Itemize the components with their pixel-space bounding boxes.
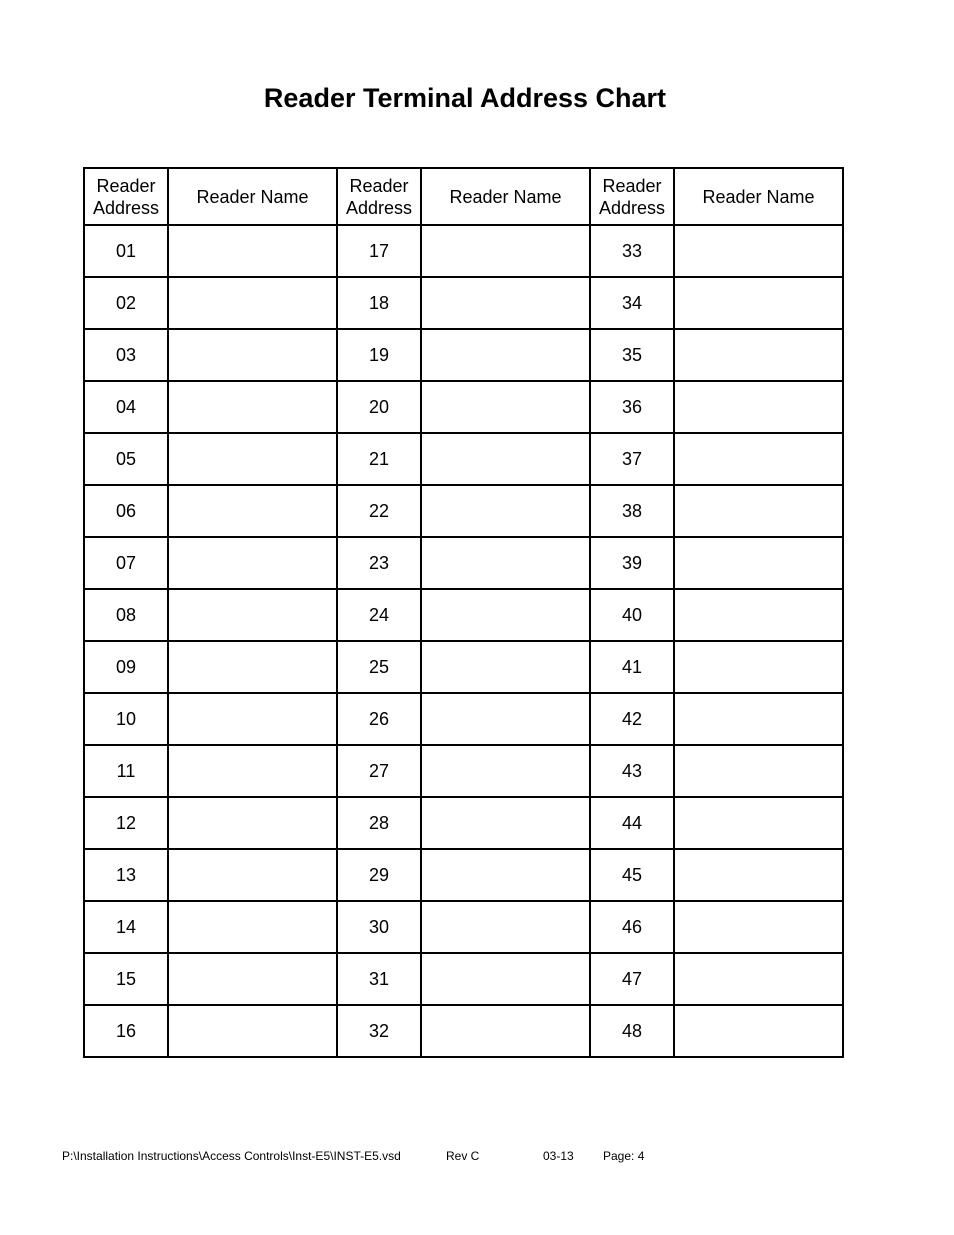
- footer-page-number: Page: 4: [603, 1149, 645, 1163]
- reader-name-cell[interactable]: [674, 849, 843, 901]
- reader-address-cell: 39: [590, 537, 674, 589]
- header-reader-address: Reader Address: [590, 168, 674, 225]
- reader-name-cell[interactable]: [674, 693, 843, 745]
- reader-address-cell: 02: [84, 277, 168, 329]
- header-reader-name: Reader Name: [421, 168, 590, 225]
- reader-name-cell[interactable]: [421, 901, 590, 953]
- reader-name-cell[interactable]: [674, 953, 843, 1005]
- reader-name-cell[interactable]: [674, 1005, 843, 1057]
- reader-name-cell[interactable]: [421, 485, 590, 537]
- reader-address-cell: 22: [337, 485, 421, 537]
- reader-name-cell[interactable]: [168, 849, 337, 901]
- reader-address-cell: 07: [84, 537, 168, 589]
- reader-name-cell[interactable]: [168, 745, 337, 797]
- reader-address-cell: 33: [590, 225, 674, 277]
- reader-name-cell[interactable]: [674, 537, 843, 589]
- reader-address-cell: 08: [84, 589, 168, 641]
- reader-address-cell: 36: [590, 381, 674, 433]
- reader-address-cell: 26: [337, 693, 421, 745]
- reader-name-cell[interactable]: [168, 693, 337, 745]
- table-row: [84, 485, 843, 537]
- reader-address-cell: 48: [590, 1005, 674, 1057]
- reader-address-cell: 32: [337, 1005, 421, 1057]
- reader-name-cell[interactable]: [421, 797, 590, 849]
- reader-name-cell[interactable]: [674, 901, 843, 953]
- reader-address-cell: 41: [590, 641, 674, 693]
- reader-address-cell: 27: [337, 745, 421, 797]
- table-row: [84, 953, 843, 1005]
- reader-address-cell: 10: [84, 693, 168, 745]
- table-row: [84, 381, 843, 433]
- reader-name-cell[interactable]: [421, 433, 590, 485]
- reader-address-cell: 19: [337, 329, 421, 381]
- footer-date: 03-13: [543, 1149, 574, 1163]
- reader-address-cell: 28: [337, 797, 421, 849]
- reader-address-cell: 12: [84, 797, 168, 849]
- reader-name-cell[interactable]: [168, 1005, 337, 1057]
- reader-name-cell[interactable]: [168, 225, 337, 277]
- reader-address-cell: 05: [84, 433, 168, 485]
- reader-name-cell[interactable]: [674, 381, 843, 433]
- reader-address-cell: 06: [84, 485, 168, 537]
- table-row: [84, 641, 843, 693]
- reader-name-cell[interactable]: [421, 745, 590, 797]
- reader-name-cell[interactable]: [674, 225, 843, 277]
- reader-name-cell[interactable]: [421, 1005, 590, 1057]
- table-row: [84, 797, 843, 849]
- reader-address-cell: 09: [84, 641, 168, 693]
- reader-name-cell[interactable]: [168, 433, 337, 485]
- reader-name-cell[interactable]: [674, 797, 843, 849]
- reader-address-cell: 40: [590, 589, 674, 641]
- reader-address-cell: 31: [337, 953, 421, 1005]
- reader-name-cell[interactable]: [168, 797, 337, 849]
- reader-address-cell: 45: [590, 849, 674, 901]
- reader-address-cell: 18: [337, 277, 421, 329]
- reader-address-cell: 14: [84, 901, 168, 953]
- reader-address-cell: 46: [590, 901, 674, 953]
- header-reader-name: Reader Name: [168, 168, 337, 225]
- reader-name-cell[interactable]: [674, 277, 843, 329]
- table-row: [84, 277, 843, 329]
- table-row: [84, 1005, 843, 1057]
- reader-address-cell: 35: [590, 329, 674, 381]
- footer-file-path: P:\Installation Instructions\Access Controls\Inst-E5\INST-E5.vsd: [62, 1149, 401, 1163]
- reader-name-cell[interactable]: [674, 641, 843, 693]
- reader-name-cell[interactable]: [421, 693, 590, 745]
- header-reader-name: Reader Name: [674, 168, 843, 225]
- table-row: [84, 693, 843, 745]
- reader-name-cell[interactable]: [168, 277, 337, 329]
- reader-address-cell: 47: [590, 953, 674, 1005]
- reader-address-cell: 16: [84, 1005, 168, 1057]
- reader-address-cell: 17: [337, 225, 421, 277]
- reader-name-cell[interactable]: [421, 641, 590, 693]
- reader-address-cell: 03: [84, 329, 168, 381]
- reader-address-cell: 11: [84, 745, 168, 797]
- reader-address-cell: 24: [337, 589, 421, 641]
- footer-revision: Rev C: [446, 1149, 480, 1163]
- reader-name-cell[interactable]: [421, 849, 590, 901]
- reader-name-cell[interactable]: [168, 329, 337, 381]
- reader-name-cell[interactable]: [421, 329, 590, 381]
- reader-name-cell[interactable]: [674, 485, 843, 537]
- table-row: [84, 433, 843, 485]
- reader-address-cell: 21: [337, 433, 421, 485]
- reader-name-cell[interactable]: [421, 381, 590, 433]
- reader-name-cell[interactable]: [421, 953, 590, 1005]
- reader-name-cell[interactable]: [421, 589, 590, 641]
- reader-address-cell: 23: [337, 537, 421, 589]
- header-reader-address: Reader Address: [84, 168, 168, 225]
- reader-address-cell: 43: [590, 745, 674, 797]
- reader-name-cell[interactable]: [168, 953, 337, 1005]
- reader-name-cell[interactable]: [168, 537, 337, 589]
- reader-address-cell: 44: [590, 797, 674, 849]
- table-header-row: [84, 168, 843, 225]
- reader-name-cell[interactable]: [674, 589, 843, 641]
- table-row: [84, 849, 843, 901]
- table-row: [84, 901, 843, 953]
- table-row: [84, 745, 843, 797]
- reader-name-cell[interactable]: [168, 641, 337, 693]
- reader-address-cell: 20: [337, 381, 421, 433]
- reader-address-cell: 30: [337, 901, 421, 953]
- table-row: [84, 537, 843, 589]
- reader-address-table: [83, 167, 844, 1058]
- reader-name-cell[interactable]: [421, 277, 590, 329]
- header-reader-address: Reader Address: [337, 168, 421, 225]
- table-row: [84, 329, 843, 381]
- reader-address-cell: 04: [84, 381, 168, 433]
- reader-address-cell: 01: [84, 225, 168, 277]
- reader-name-cell[interactable]: [168, 381, 337, 433]
- reader-name-cell[interactable]: [168, 485, 337, 537]
- table-row: [84, 225, 843, 277]
- table-row: [84, 589, 843, 641]
- reader-name-cell[interactable]: [421, 537, 590, 589]
- reader-name-cell[interactable]: [168, 589, 337, 641]
- reader-address-cell: 13: [84, 849, 168, 901]
- reader-name-cell[interactable]: [674, 329, 843, 381]
- reader-address-cell: 34: [590, 277, 674, 329]
- page-title: Reader Terminal Address Chart: [263, 83, 667, 113]
- reader-address-cell: 38: [590, 485, 674, 537]
- reader-address-cell: 25: [337, 641, 421, 693]
- reader-name-cell[interactable]: [674, 745, 843, 797]
- reader-name-cell[interactable]: [168, 901, 337, 953]
- reader-address-cell: 29: [337, 849, 421, 901]
- reader-address-cell: 15: [84, 953, 168, 1005]
- reader-address-cell: 42: [590, 693, 674, 745]
- reader-address-cell: 37: [590, 433, 674, 485]
- reader-name-cell[interactable]: [674, 433, 843, 485]
- reader-name-cell[interactable]: [421, 225, 590, 277]
